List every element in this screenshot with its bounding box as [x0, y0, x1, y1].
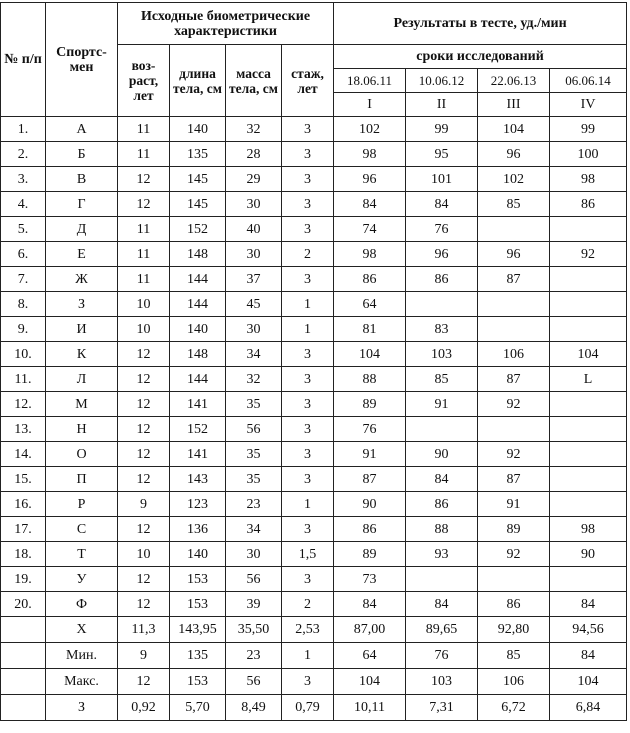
cell-number: 4. — [1, 192, 46, 217]
cell-result-4: 6,84 — [550, 695, 627, 721]
cell-result-2: 7,31 — [406, 695, 478, 721]
table-row — [1, 292, 627, 317]
cell-age: 9 — [118, 643, 170, 669]
cell-result-1: 96 — [334, 167, 406, 192]
cell-number: 19. — [1, 567, 46, 592]
cell-mass: 29 — [226, 167, 282, 192]
cell-age: 11 — [118, 267, 170, 292]
cell-number — [1, 695, 46, 721]
cell-result-2: 95 — [406, 142, 478, 167]
cell-height: 140 — [170, 317, 226, 342]
summary-body — [1, 617, 627, 721]
cell-result-2: 99 — [406, 117, 478, 142]
cell-experience: 2 — [282, 592, 334, 617]
cell-number — [1, 669, 46, 695]
cell-result-3: 92 — [478, 442, 550, 467]
cell-result-2: 90 — [406, 442, 478, 467]
cell-mass: 35 — [226, 442, 282, 467]
cell-experience: 3 — [282, 142, 334, 167]
cell-result-2: 103 — [406, 669, 478, 695]
cell-height: 141 — [170, 392, 226, 417]
summary-row — [1, 643, 627, 669]
header-mass: масса тела, см — [226, 45, 282, 117]
header-periods: сроки исследований — [334, 45, 627, 69]
cell-athlete: С — [46, 517, 118, 542]
header-period-4: IV — [550, 93, 627, 117]
cell-number: 1. — [1, 117, 46, 142]
table-row — [1, 117, 627, 142]
cell-result-2: 84 — [406, 192, 478, 217]
table-row — [1, 192, 627, 217]
summary-row — [1, 669, 627, 695]
cell-result-1: 10,11 — [334, 695, 406, 721]
cell-result-1: 84 — [334, 592, 406, 617]
cell-number: 5. — [1, 217, 46, 242]
cell-experience: 1 — [282, 292, 334, 317]
cell-number: 16. — [1, 492, 46, 517]
cell-result-4 — [550, 292, 627, 317]
cell-age: 12 — [118, 517, 170, 542]
cell-result-3: 87 — [478, 267, 550, 292]
cell-height: 153 — [170, 669, 226, 695]
cell-result-3: 96 — [478, 242, 550, 267]
cell-number — [1, 617, 46, 643]
cell-result-4: 92 — [550, 242, 627, 267]
cell-number: 14. — [1, 442, 46, 467]
cell-result-1: 91 — [334, 442, 406, 467]
cell-height: 135 — [170, 142, 226, 167]
cell-number: 10. — [1, 342, 46, 367]
cell-age: 12 — [118, 167, 170, 192]
cell-number: 15. — [1, 467, 46, 492]
cell-athlete: А — [46, 117, 118, 142]
cell-number: 6. — [1, 242, 46, 267]
cell-height: 153 — [170, 567, 226, 592]
cell-age: 10 — [118, 542, 170, 567]
cell-number: 8. — [1, 292, 46, 317]
cell-age: 9 — [118, 492, 170, 517]
cell-experience: 3 — [282, 342, 334, 367]
table-row — [1, 442, 627, 467]
cell-result-1: 98 — [334, 142, 406, 167]
cell-mass: 34 — [226, 517, 282, 542]
cell-athlete: К — [46, 342, 118, 367]
cell-result-2 — [406, 417, 478, 442]
cell-mass: 56 — [226, 567, 282, 592]
cell-athlete: О — [46, 442, 118, 467]
cell-athlete: Д — [46, 217, 118, 242]
cell-age: 11 — [118, 242, 170, 267]
cell-result-3 — [478, 417, 550, 442]
cell-mass: 34 — [226, 342, 282, 367]
cell-age: 12 — [118, 342, 170, 367]
cell-height: 136 — [170, 517, 226, 542]
cell-number: 9. — [1, 317, 46, 342]
cell-age: 0,92 — [118, 695, 170, 721]
cell-result-1: 102 — [334, 117, 406, 142]
cell-result-4: 100 — [550, 142, 627, 167]
cell-athlete: Е — [46, 242, 118, 267]
cell-height: 145 — [170, 192, 226, 217]
cell-number: 20. — [1, 592, 46, 617]
cell-result-1: 74 — [334, 217, 406, 242]
cell-athlete: М — [46, 392, 118, 417]
cell-mass: 28 — [226, 142, 282, 167]
cell-result-3: 85 — [478, 643, 550, 669]
cell-result-2: 88 — [406, 517, 478, 542]
cell-mass: 35 — [226, 392, 282, 417]
cell-athlete: Т — [46, 542, 118, 567]
cell-result-4: 84 — [550, 592, 627, 617]
cell-age: 12 — [118, 392, 170, 417]
cell-result-1: 81 — [334, 317, 406, 342]
cell-result-3 — [478, 292, 550, 317]
cell-number: 17. — [1, 517, 46, 542]
cell-number: 3. — [1, 167, 46, 192]
table-row — [1, 142, 627, 167]
cell-result-3: 86 — [478, 592, 550, 617]
table-row — [1, 217, 627, 242]
cell-result-3: 85 — [478, 192, 550, 217]
cell-athlete: Р — [46, 492, 118, 517]
cell-number: 11. — [1, 367, 46, 392]
cell-result-2: 86 — [406, 492, 478, 517]
header-age: воз-раст, лет — [118, 45, 170, 117]
cell-athlete: Л — [46, 367, 118, 392]
cell-result-1: 89 — [334, 392, 406, 417]
cell-mass: 8,49 — [226, 695, 282, 721]
table-row — [1, 392, 627, 417]
table-row — [1, 542, 627, 567]
cell-age: 11 — [118, 117, 170, 142]
cell-result-2: 93 — [406, 542, 478, 567]
cell-result-4 — [550, 492, 627, 517]
header-bio-group: Исходные биометрические характеристики — [118, 3, 334, 45]
cell-result-4 — [550, 442, 627, 467]
cell-result-3: 87 — [478, 367, 550, 392]
cell-age: 12 — [118, 417, 170, 442]
cell-number: 18. — [1, 542, 46, 567]
cell-experience: 3 — [282, 442, 334, 467]
cell-number: 2. — [1, 142, 46, 167]
cell-result-3: 6,72 — [478, 695, 550, 721]
cell-result-4 — [550, 317, 627, 342]
cell-mass: 32 — [226, 367, 282, 392]
cell-height: 145 — [170, 167, 226, 192]
cell-age: 12 — [118, 669, 170, 695]
cell-experience: 1,5 — [282, 542, 334, 567]
cell-height: 123 — [170, 492, 226, 517]
cell-height: 144 — [170, 367, 226, 392]
cell-height: 140 — [170, 117, 226, 142]
cell-result-4: 94,56 — [550, 617, 627, 643]
cell-mass: 56 — [226, 417, 282, 442]
cell-result-4 — [550, 392, 627, 417]
cell-result-3: 96 — [478, 142, 550, 167]
cell-result-4 — [550, 567, 627, 592]
table-row — [1, 367, 627, 392]
cell-athlete: Х — [46, 617, 118, 643]
cell-experience: 3 — [282, 392, 334, 417]
cell-age: 12 — [118, 467, 170, 492]
cell-result-2: 103 — [406, 342, 478, 367]
table-row — [1, 242, 627, 267]
cell-mass: 23 — [226, 492, 282, 517]
cell-experience: 3 — [282, 117, 334, 142]
cell-mass: 56 — [226, 669, 282, 695]
cell-result-1: 86 — [334, 267, 406, 292]
cell-result-2: 96 — [406, 242, 478, 267]
cell-result-4: 98 — [550, 167, 627, 192]
cell-number — [1, 643, 46, 669]
cell-mass: 32 — [226, 117, 282, 142]
cell-result-4: 98 — [550, 517, 627, 542]
cell-height: 153 — [170, 592, 226, 617]
cell-result-3 — [478, 567, 550, 592]
cell-height: 152 — [170, 417, 226, 442]
cell-experience: 3 — [282, 517, 334, 542]
cell-height: 144 — [170, 267, 226, 292]
cell-result-2: 76 — [406, 217, 478, 242]
cell-result-3: 106 — [478, 342, 550, 367]
cell-mass: 30 — [226, 317, 282, 342]
table-row — [1, 517, 627, 542]
cell-age: 12 — [118, 192, 170, 217]
cell-mass: 40 — [226, 217, 282, 242]
cell-result-4 — [550, 417, 627, 442]
cell-experience: 3 — [282, 167, 334, 192]
cell-experience: 3 — [282, 417, 334, 442]
cell-result-2 — [406, 292, 478, 317]
cell-result-2: 89,65 — [406, 617, 478, 643]
table-row — [1, 342, 627, 367]
cell-experience: 2,53 — [282, 617, 334, 643]
header-height: длина тела, см — [170, 45, 226, 117]
cell-result-1: 76 — [334, 417, 406, 442]
table-row — [1, 467, 627, 492]
cell-result-2: 84 — [406, 467, 478, 492]
header-date-3: 22.06.13 — [478, 69, 550, 93]
cell-mass: 30 — [226, 192, 282, 217]
summary-row — [1, 617, 627, 643]
header-period-3: III — [478, 93, 550, 117]
cell-result-3: 91 — [478, 492, 550, 517]
cell-result-1: 104 — [334, 342, 406, 367]
cell-height: 143,95 — [170, 617, 226, 643]
cell-height: 148 — [170, 242, 226, 267]
cell-result-1: 64 — [334, 643, 406, 669]
cell-age: 12 — [118, 367, 170, 392]
cell-result-1: 86 — [334, 517, 406, 542]
cell-result-2 — [406, 567, 478, 592]
cell-result-4: 86 — [550, 192, 627, 217]
cell-result-1: 104 — [334, 669, 406, 695]
cell-experience: 1 — [282, 317, 334, 342]
table-body — [1, 117, 627, 617]
cell-athlete: Н — [46, 417, 118, 442]
table-row — [1, 267, 627, 292]
cell-athlete: Мин. — [46, 643, 118, 669]
cell-experience: 3 — [282, 367, 334, 392]
cell-result-4 — [550, 467, 627, 492]
cell-height: 144 — [170, 292, 226, 317]
cell-result-1: 64 — [334, 292, 406, 317]
cell-experience: 1 — [282, 492, 334, 517]
cell-result-3 — [478, 217, 550, 242]
table-row — [1, 592, 627, 617]
cell-result-1: 98 — [334, 242, 406, 267]
cell-athlete: Ф — [46, 592, 118, 617]
cell-result-3: 87 — [478, 467, 550, 492]
cell-number: 12. — [1, 392, 46, 417]
cell-athlete: Г — [46, 192, 118, 217]
cell-experience: 1 — [282, 643, 334, 669]
cell-age: 10 — [118, 292, 170, 317]
cell-result-2: 84 — [406, 592, 478, 617]
header-results-group: Результаты в тесте, уд./мин — [334, 3, 627, 45]
biometric-results-table — [0, 2, 627, 721]
header-experience: стаж, лет — [282, 45, 334, 117]
cell-mass: 30 — [226, 242, 282, 267]
cell-athlete: У — [46, 567, 118, 592]
cell-experience: 2 — [282, 242, 334, 267]
cell-result-1: 89 — [334, 542, 406, 567]
table-row — [1, 317, 627, 342]
cell-result-4: 104 — [550, 669, 627, 695]
cell-result-4 — [550, 217, 627, 242]
cell-result-3: 89 — [478, 517, 550, 542]
cell-athlete: Ж — [46, 267, 118, 292]
cell-result-2: 85 — [406, 367, 478, 392]
cell-experience: 3 — [282, 467, 334, 492]
cell-height: 141 — [170, 442, 226, 467]
cell-age: 12 — [118, 592, 170, 617]
table-row — [1, 417, 627, 442]
cell-result-3: 102 — [478, 167, 550, 192]
cell-result-4: L — [550, 367, 627, 392]
cell-experience: 3 — [282, 567, 334, 592]
header-date-4: 06.06.14 — [550, 69, 627, 93]
cell-result-2: 83 — [406, 317, 478, 342]
cell-height: 5,70 — [170, 695, 226, 721]
cell-result-3 — [478, 317, 550, 342]
header-period-2: II — [406, 93, 478, 117]
cell-age: 12 — [118, 567, 170, 592]
cell-mass: 35,50 — [226, 617, 282, 643]
cell-age: 11 — [118, 217, 170, 242]
header-athlete: Спортс-мен — [46, 3, 118, 117]
header-period-1: I — [334, 93, 406, 117]
cell-athlete: З — [46, 695, 118, 721]
header-date-2: 10.06.12 — [406, 69, 478, 93]
cell-height: 148 — [170, 342, 226, 367]
cell-result-2: 101 — [406, 167, 478, 192]
table-row — [1, 167, 627, 192]
cell-result-4 — [550, 267, 627, 292]
cell-result-3: 92,80 — [478, 617, 550, 643]
cell-age: 11,3 — [118, 617, 170, 643]
cell-athlete: В — [46, 167, 118, 192]
cell-result-4: 104 — [550, 342, 627, 367]
cell-result-3: 92 — [478, 542, 550, 567]
cell-age: 12 — [118, 442, 170, 467]
cell-athlete: Б — [46, 142, 118, 167]
cell-athlete: И — [46, 317, 118, 342]
header-date-1: 18.06.11 — [334, 69, 406, 93]
table-row — [1, 567, 627, 592]
cell-result-4: 99 — [550, 117, 627, 142]
cell-result-3: 106 — [478, 669, 550, 695]
cell-result-1: 90 — [334, 492, 406, 517]
cell-experience: 0,79 — [282, 695, 334, 721]
cell-athlete: П — [46, 467, 118, 492]
cell-result-1: 84 — [334, 192, 406, 217]
cell-result-2: 86 — [406, 267, 478, 292]
cell-experience: 3 — [282, 192, 334, 217]
cell-mass: 37 — [226, 267, 282, 292]
cell-mass: 23 — [226, 643, 282, 669]
cell-experience: 3 — [282, 267, 334, 292]
cell-height: 143 — [170, 467, 226, 492]
cell-result-4: 90 — [550, 542, 627, 567]
cell-experience: 3 — [282, 217, 334, 242]
cell-athlete: Макс. — [46, 669, 118, 695]
cell-age: 11 — [118, 142, 170, 167]
cell-mass: 30 — [226, 542, 282, 567]
cell-number: 13. — [1, 417, 46, 442]
cell-athlete: З — [46, 292, 118, 317]
cell-age: 10 — [118, 317, 170, 342]
cell-result-3: 104 — [478, 117, 550, 142]
cell-result-1: 88 — [334, 367, 406, 392]
cell-result-3: 92 — [478, 392, 550, 417]
cell-mass: 39 — [226, 592, 282, 617]
cell-result-2: 91 — [406, 392, 478, 417]
cell-result-4: 84 — [550, 643, 627, 669]
cell-result-2: 76 — [406, 643, 478, 669]
header-number: № п/п — [1, 3, 46, 117]
summary-row — [1, 695, 627, 721]
cell-mass: 35 — [226, 467, 282, 492]
cell-mass: 45 — [226, 292, 282, 317]
cell-result-1: 73 — [334, 567, 406, 592]
cell-result-1: 87,00 — [334, 617, 406, 643]
cell-height: 140 — [170, 542, 226, 567]
cell-result-1: 87 — [334, 467, 406, 492]
cell-experience: 3 — [282, 669, 334, 695]
cell-height: 152 — [170, 217, 226, 242]
cell-number: 7. — [1, 267, 46, 292]
cell-height: 135 — [170, 643, 226, 669]
table-row — [1, 492, 627, 517]
